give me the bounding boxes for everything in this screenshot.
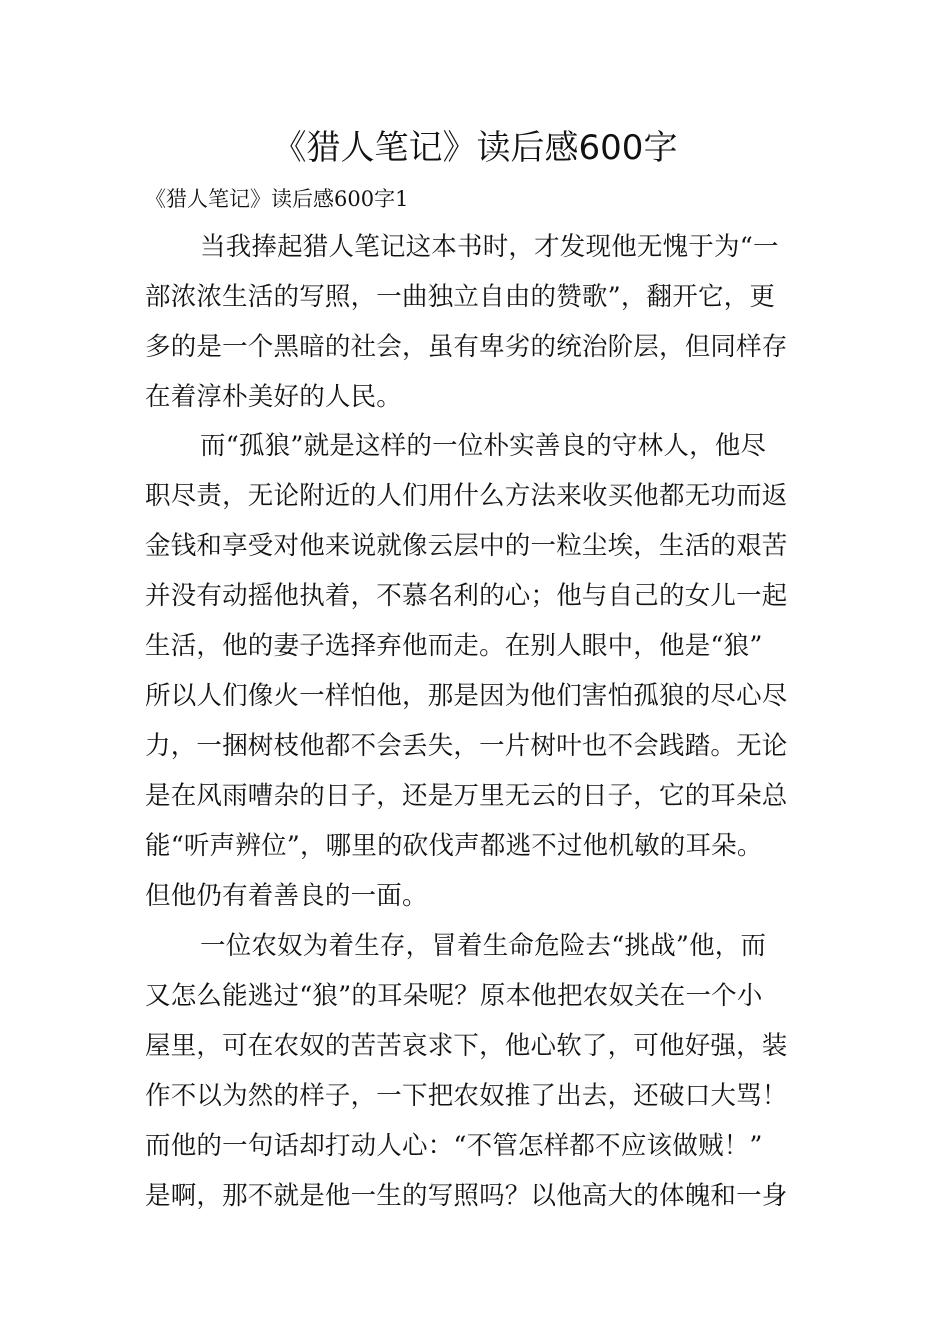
section-subtitle: 《猎人笔记》读后感600字1 [145, 187, 409, 211]
paragraph-3-line-4: 作不以为然的样子，一下把农奴推了出去，还破口大骂！ [145, 1081, 788, 1111]
paragraph-2-line-4: 并没有动摇他执着，不慕名利的心；他与自己的女儿一起 [145, 581, 788, 611]
paragraph-2-line-7: 力，一捆树枝他都不会丢失，一片树叶也不会践踏。无论 [145, 731, 788, 761]
paragraph-2-line-10: 但他仍有着善良的一面。 [145, 881, 428, 911]
paragraph-3-line-6: 是啊，那不就是他一生的写照吗？以他高大的体魄和一身 [145, 1181, 788, 1211]
paragraph-1-line-1: 当我捧起猎人笔记这本书时，才发现他无愧于为“一 [200, 232, 779, 262]
paragraph-3-line-1: 一位农奴为着生存，冒着生命危险去“挑战”他，而 [200, 931, 767, 961]
paragraph-1-line-2: 部浓浓生活的写照，一曲独立自由的赞歌”，翻开它，更 [145, 282, 776, 312]
paragraph-2-line-2: 职尽责，无论附近的人们用什么方法来收买他都无功而返 [145, 481, 788, 511]
paragraph-2-line-9: 能“听声辨位”，哪里的砍伐声都逃不过他机敏的耳朵。 [145, 831, 763, 861]
paragraph-2-line-3: 金钱和享受对他来说就像云层中的一粒尘埃，生活的艰苦 [145, 531, 788, 561]
paragraph-2-line-6: 所以人们像火一样怕他，那是因为他们害怕孤狼的尽心尽 [145, 681, 788, 711]
paragraph-3-line-3: 屋里，可在农奴的苦苦哀求下，他心软了，可他好强，装 [145, 1031, 788, 1061]
paragraph-2-line-1: 而“孤狼”就是这样的一位朴实善良的守林人，他尽 [200, 431, 767, 461]
document-title: 《猎人笔记》读后感600字 [272, 128, 678, 168]
paragraph-1-line-3: 多的是一个黑暗的社会，虽有卑劣的统治阶层，但同样存 [145, 332, 788, 362]
paragraph-1-line-4: 在着淳朴美好的人民。 [145, 382, 403, 412]
paragraph-3-line-5: 而他的一句话却打动人心：“不管怎样都不应该做贼！” [145, 1131, 763, 1161]
paragraph-3-line-2: 又怎么能逃过“狼”的耳朵呢？原本他把农奴关在一个小 [145, 981, 763, 1011]
paragraph-2-line-8: 是在风雨嘈杂的日子，还是万里无云的日子，它的耳朵总 [145, 781, 788, 811]
paragraph-2-line-5: 生活，他的妻子选择弃他而走。在别人眼中，他是“狼” [145, 631, 763, 661]
